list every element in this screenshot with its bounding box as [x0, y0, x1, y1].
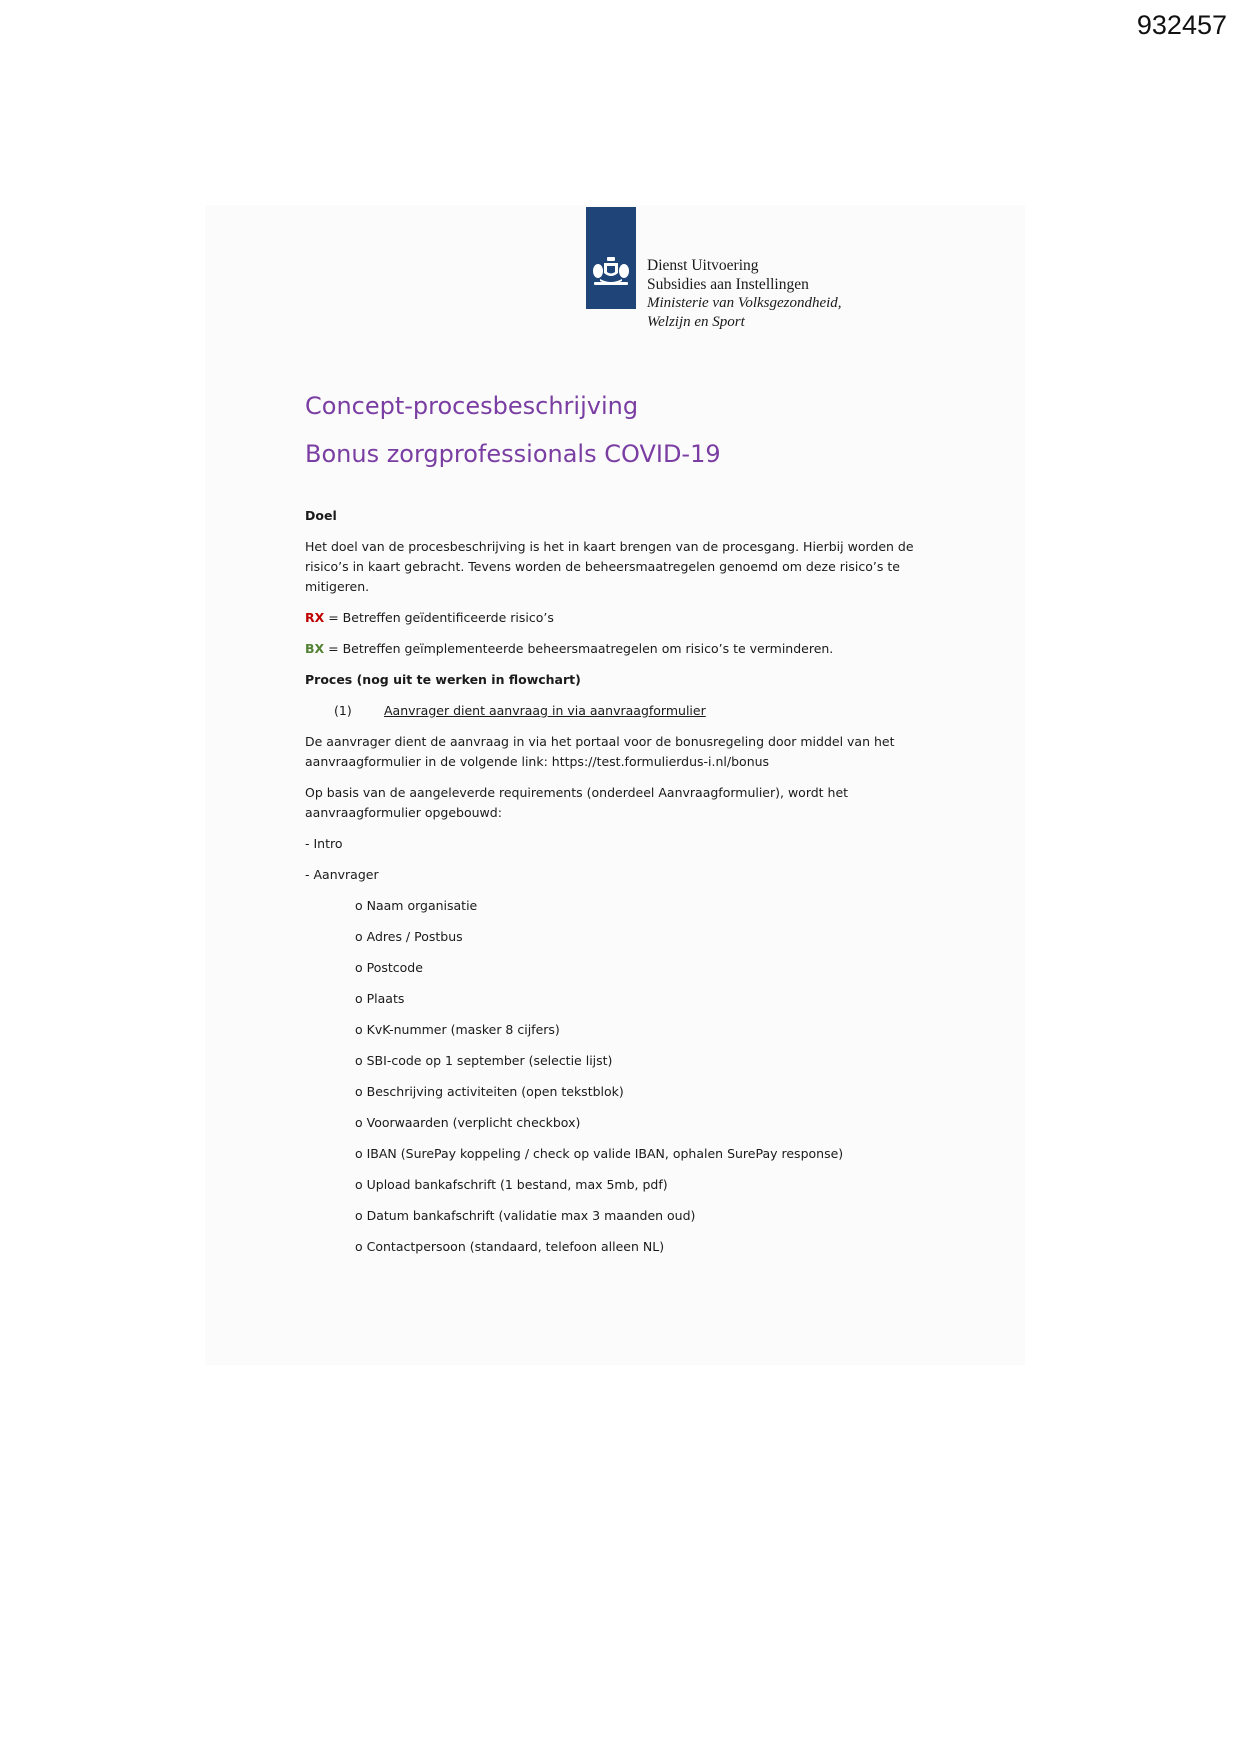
doel-line-1: Het doel van de procesbeschrijving is het in kaart brengen van de procesgang. Hierbij worden de [305, 539, 914, 554]
proces-p1-line-2: aanvraagformulier in de volgende link: https://test.formulierdus-i.nl/bonus [305, 754, 770, 769]
step-number: (1) [334, 703, 352, 718]
sub-item: o Voorwaarden (verplicht checkbox) [355, 1115, 581, 1130]
document-body [305, 382, 925, 1268]
sub-item: o Upload bankafschrift (1 bestand, max 5mb, pdf) [355, 1177, 668, 1192]
sub-item: o Postcode [355, 960, 423, 975]
organization-name [647, 257, 842, 331]
rx-code: RX [305, 610, 325, 625]
sub-item: o Plaats [355, 991, 405, 1006]
document-id: 932457 [1136, 10, 1227, 40]
coat-of-arms-icon [590, 255, 632, 289]
document-title: Concept-procesbeschrijving [305, 392, 639, 420]
bx-text: = Betreffen geïmplementeerde beheersmaatregelen om risico’s te verminderen. [324, 641, 834, 656]
bx-definition [305, 639, 925, 659]
document-subtitle: Bonus zorgprofessionals COVID-19 [305, 440, 721, 468]
doel-paragraph [305, 537, 925, 597]
doel-line-2: risico’s in kaart gebracht. Tevens worden de beheersmaatregelen genoemd om deze risico’s te [305, 559, 900, 574]
org-line-2: Subsidies aan Instellingen [647, 275, 809, 293]
proces-p1-line-1: De aanvrager dient de aanvraag in via het portaal voor de bonusregeling door middel van het [305, 734, 895, 749]
doel-line-3: mitigeren. [305, 579, 370, 594]
rx-text: = Betreffen geïdentificeerde risico’s [324, 610, 554, 625]
sub-item: o Beschrijving activiteiten (open tekstblok) [355, 1084, 624, 1099]
sub-item: o SBI-code op 1 september (selectie lijst) [355, 1053, 613, 1068]
step-1 [334, 701, 925, 721]
proces-paragraph-2 [305, 783, 925, 823]
proces-p2-line-2: aanvraagformulier opgebouwd: [305, 805, 502, 820]
bx-code: BX [305, 641, 325, 656]
doel-heading: Doel [305, 508, 337, 523]
sub-item: o Datum bankafschrift (validatie max 3 maanden oud) [355, 1208, 696, 1223]
ministry-line-1: Ministerie van Volksgezondheid, [647, 295, 842, 311]
rx-definition [305, 608, 925, 628]
sub-item: o IBAN (SurePay koppeling / check op valide IBAN, ophalen SurePay response) [355, 1146, 844, 1161]
sub-item: o Contactpersoon (standaard, telefoon alleen NL) [355, 1239, 665, 1254]
proces-heading: Proces (nog uit te werken in flowchart) [305, 672, 581, 687]
proces-paragraph-1 [305, 732, 925, 772]
ministry-line-2: Welzijn en Sport [647, 313, 745, 330]
proces-p2-line-1: Op basis van de aangeleverde requirements (onderdeel Aanvraagformulier), wordt het [305, 785, 849, 800]
sub-item: o Adres / Postbus [355, 929, 463, 944]
government-logo [586, 207, 636, 309]
sub-item: o KvK-nummer (masker 8 cijfers) [355, 1022, 560, 1037]
step-title: Aanvrager dient aanvraag in via aanvraagformulier [384, 703, 706, 718]
list-item-aanvrager: - Aanvrager [305, 867, 379, 882]
list-item-intro: - Intro [305, 836, 343, 851]
sub-item: o Naam organisatie [355, 898, 478, 913]
org-line-1: Dienst Uitvoering [647, 257, 759, 274]
